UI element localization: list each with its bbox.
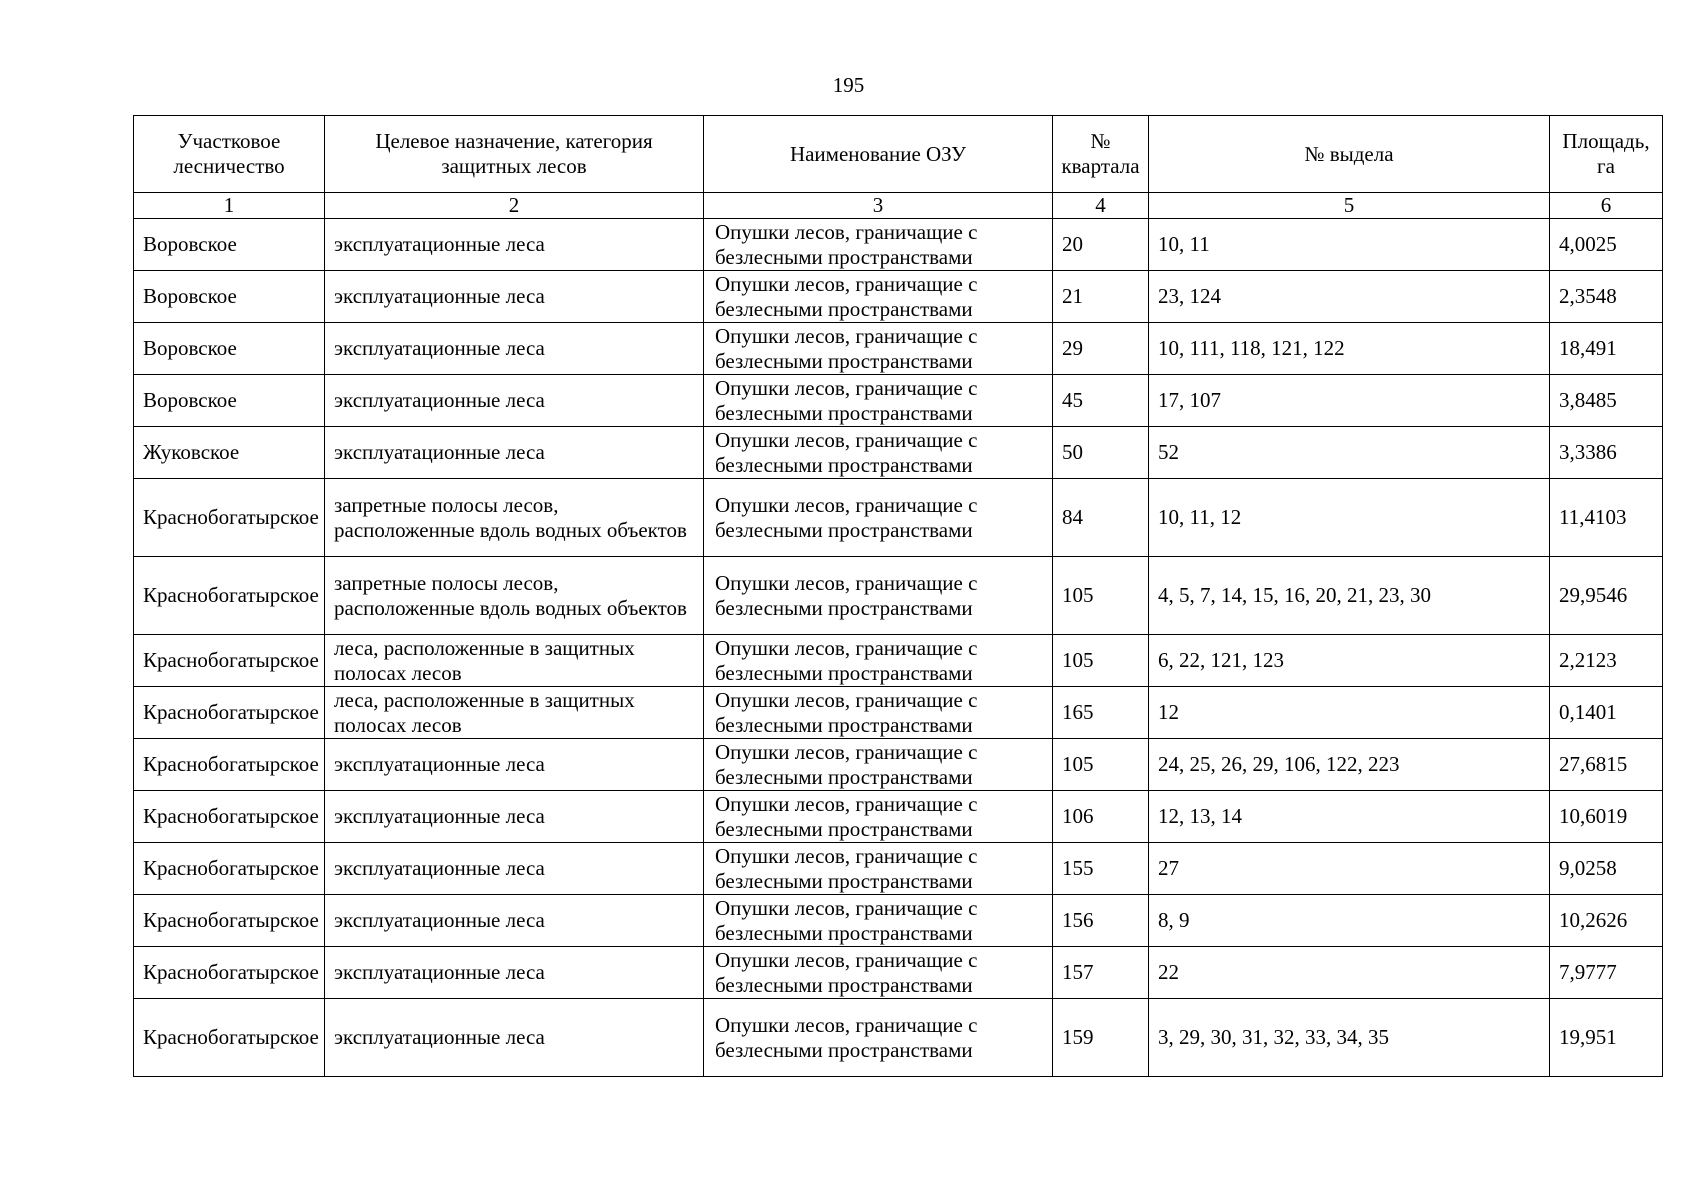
cell-kvartal: 106 bbox=[1053, 791, 1149, 843]
cell-forestry: Воровское bbox=[134, 375, 325, 427]
cell-area: 19,951 bbox=[1550, 999, 1663, 1077]
cell-vydel: 52 bbox=[1149, 427, 1550, 479]
column-header: Наименование ОЗУ bbox=[704, 116, 1053, 193]
cell-kvartal: 156 bbox=[1053, 895, 1149, 947]
column-header: № выдела bbox=[1149, 116, 1550, 193]
cell-kvartal: 159 bbox=[1053, 999, 1149, 1077]
cell-purpose: эксплуатационные леса bbox=[325, 739, 704, 791]
column-header: № квартала bbox=[1053, 116, 1149, 193]
cell-ozu-name: Опушки лесов, граничащие с безлесными пространствами bbox=[704, 271, 1053, 323]
cell-area: 29,9546 bbox=[1550, 557, 1663, 635]
column-header: Участковое лесничество bbox=[134, 116, 325, 193]
column-number: 2 bbox=[325, 193, 704, 219]
cell-forestry: Воровское bbox=[134, 323, 325, 375]
cell-purpose: запретные полосы лесов, расположенные вдоль водных объектов bbox=[325, 479, 704, 557]
cell-vydel: 6, 22, 121, 123 bbox=[1149, 635, 1550, 687]
cell-vydel: 4, 5, 7, 14, 15, 16, 20, 21, 23, 30 bbox=[1149, 557, 1550, 635]
table-row bbox=[134, 791, 1663, 843]
table-row bbox=[134, 947, 1663, 999]
cell-kvartal: 165 bbox=[1053, 687, 1149, 739]
cell-forestry: Краснобогатырское bbox=[134, 739, 325, 791]
cell-ozu-name: Опушки лесов, граничащие с безлесными пространствами bbox=[704, 375, 1053, 427]
cell-area: 11,4103 bbox=[1550, 479, 1663, 557]
cell-vydel: 12 bbox=[1149, 687, 1550, 739]
table-body bbox=[134, 219, 1663, 1077]
cell-purpose: эксплуатационные леса bbox=[325, 843, 704, 895]
cell-area: 0,1401 bbox=[1550, 687, 1663, 739]
cell-purpose: запретные полосы лесов, расположенные вдоль водных объектов bbox=[325, 557, 704, 635]
cell-area: 10,6019 bbox=[1550, 791, 1663, 843]
cell-area: 3,3386 bbox=[1550, 427, 1663, 479]
table-row bbox=[134, 427, 1663, 479]
cell-ozu-name: Опушки лесов, граничащие с безлесными пространствами bbox=[704, 947, 1053, 999]
column-number: 3 bbox=[704, 193, 1053, 219]
cell-ozu-name: Опушки лесов, граничащие с безлесными пространствами bbox=[704, 427, 1053, 479]
cell-kvartal: 50 bbox=[1053, 427, 1149, 479]
cell-purpose: эксплуатационные леса bbox=[325, 895, 704, 947]
cell-area: 4,0025 bbox=[1550, 219, 1663, 271]
page-number: 195 bbox=[832, 73, 865, 97]
cell-vydel: 10, 111, 118, 121, 122 bbox=[1149, 323, 1550, 375]
table-row bbox=[134, 219, 1663, 271]
cell-area: 2,3548 bbox=[1550, 271, 1663, 323]
column-number: 1 bbox=[134, 193, 325, 219]
cell-ozu-name: Опушки лесов, граничащие с безлесными пространствами bbox=[704, 739, 1053, 791]
cell-purpose: эксплуатационные леса bbox=[325, 271, 704, 323]
cell-vydel: 22 bbox=[1149, 947, 1550, 999]
table-row bbox=[134, 323, 1663, 375]
table-row bbox=[134, 271, 1663, 323]
cell-vydel: 27 bbox=[1149, 843, 1550, 895]
table-row bbox=[134, 375, 1663, 427]
table-row bbox=[134, 687, 1663, 739]
cell-purpose: леса, расположенные в защитных полосах лесов bbox=[325, 635, 704, 687]
table-row bbox=[134, 843, 1663, 895]
cell-vydel: 8, 9 bbox=[1149, 895, 1550, 947]
header-row bbox=[134, 116, 1663, 193]
cell-forestry: Краснобогатырское bbox=[134, 557, 325, 635]
column-header: Целевое назначение, категория защитных лесов bbox=[325, 116, 704, 193]
cell-ozu-name: Опушки лесов, граничащие с безлесными пространствами bbox=[704, 557, 1053, 635]
cell-forestry: Краснобогатырское bbox=[134, 999, 325, 1077]
column-number-row bbox=[134, 193, 1663, 219]
cell-vydel: 12, 13, 14 bbox=[1149, 791, 1550, 843]
cell-forestry: Краснобогатырское bbox=[134, 947, 325, 999]
cell-kvartal: 105 bbox=[1053, 635, 1149, 687]
cell-area: 27,6815 bbox=[1550, 739, 1663, 791]
cell-forestry: Жуковское bbox=[134, 427, 325, 479]
cell-purpose: эксплуатационные леса bbox=[325, 323, 704, 375]
cell-forestry: Краснобогатырское bbox=[134, 687, 325, 739]
cell-forestry: Краснобогатырское bbox=[134, 479, 325, 557]
cell-area: 18,491 bbox=[1550, 323, 1663, 375]
cell-area: 3,8485 bbox=[1550, 375, 1663, 427]
column-number: 6 bbox=[1550, 193, 1663, 219]
cell-purpose: эксплуатационные леса bbox=[325, 999, 704, 1077]
cell-ozu-name: Опушки лесов, граничащие с безлесными пространствами bbox=[704, 843, 1053, 895]
cell-kvartal: 105 bbox=[1053, 739, 1149, 791]
cell-purpose: эксплуатационные леса bbox=[325, 219, 704, 271]
cell-kvartal: 157 bbox=[1053, 947, 1149, 999]
cell-area: 9,0258 bbox=[1550, 843, 1663, 895]
cell-ozu-name: Опушки лесов, граничащие с безлесными пространствами bbox=[704, 791, 1053, 843]
cell-purpose: эксплуатационные леса bbox=[325, 947, 704, 999]
cell-ozu-name: Опушки лесов, граничащие с безлесными пространствами bbox=[704, 219, 1053, 271]
cell-vydel: 10, 11 bbox=[1149, 219, 1550, 271]
cell-vydel: 24, 25, 26, 29, 106, 122, 223 bbox=[1149, 739, 1550, 791]
cell-area: 2,2123 bbox=[1550, 635, 1663, 687]
ozu-table bbox=[133, 115, 1663, 1077]
cell-vydel: 3, 29, 30, 31, 32, 33, 34, 35 bbox=[1149, 999, 1550, 1077]
cell-vydel: 17, 107 bbox=[1149, 375, 1550, 427]
cell-kvartal: 20 bbox=[1053, 219, 1149, 271]
cell-ozu-name: Опушки лесов, граничащие с безлесными пространствами bbox=[704, 479, 1053, 557]
cell-forestry: Воровское bbox=[134, 271, 325, 323]
table-row bbox=[134, 739, 1663, 791]
cell-purpose: эксплуатационные леса bbox=[325, 375, 704, 427]
table-row bbox=[134, 635, 1663, 687]
table-row bbox=[134, 999, 1663, 1077]
cell-kvartal: 155 bbox=[1053, 843, 1149, 895]
cell-forestry: Краснобогатырское bbox=[134, 635, 325, 687]
table-row bbox=[134, 557, 1663, 635]
cell-purpose: леса, расположенные в защитных полосах лесов bbox=[325, 687, 704, 739]
cell-ozu-name: Опушки лесов, граничащие с безлесными пространствами bbox=[704, 323, 1053, 375]
cell-kvartal: 45 bbox=[1053, 375, 1149, 427]
cell-forestry: Воровское bbox=[134, 219, 325, 271]
cell-forestry: Краснобогатырское bbox=[134, 791, 325, 843]
cell-ozu-name: Опушки лесов, граничащие с безлесными пространствами bbox=[704, 999, 1053, 1077]
cell-area: 7,9777 bbox=[1550, 947, 1663, 999]
cell-purpose: эксплуатационные леса bbox=[325, 427, 704, 479]
cell-forestry: Краснобогатырское bbox=[134, 843, 325, 895]
cell-purpose: эксплуатационные леса bbox=[325, 791, 704, 843]
table-row bbox=[134, 479, 1663, 557]
column-number: 5 bbox=[1149, 193, 1550, 219]
column-header: Площадь, га bbox=[1550, 116, 1663, 193]
cell-kvartal: 29 bbox=[1053, 323, 1149, 375]
cell-ozu-name: Опушки лесов, граничащие с безлесными пространствами bbox=[704, 895, 1053, 947]
cell-area: 10,2626 bbox=[1550, 895, 1663, 947]
column-number: 4 bbox=[1053, 193, 1149, 219]
cell-vydel: 23, 124 bbox=[1149, 271, 1550, 323]
cell-kvartal: 84 bbox=[1053, 479, 1149, 557]
cell-kvartal: 105 bbox=[1053, 557, 1149, 635]
cell-kvartal: 21 bbox=[1053, 271, 1149, 323]
cell-ozu-name: Опушки лесов, граничащие с безлесными пространствами bbox=[704, 635, 1053, 687]
cell-vydel: 10, 11, 12 bbox=[1149, 479, 1550, 557]
cell-ozu-name: Опушки лесов, граничащие с безлесными пространствами bbox=[704, 687, 1053, 739]
cell-forestry: Краснобогатырское bbox=[134, 895, 325, 947]
table-row bbox=[134, 895, 1663, 947]
